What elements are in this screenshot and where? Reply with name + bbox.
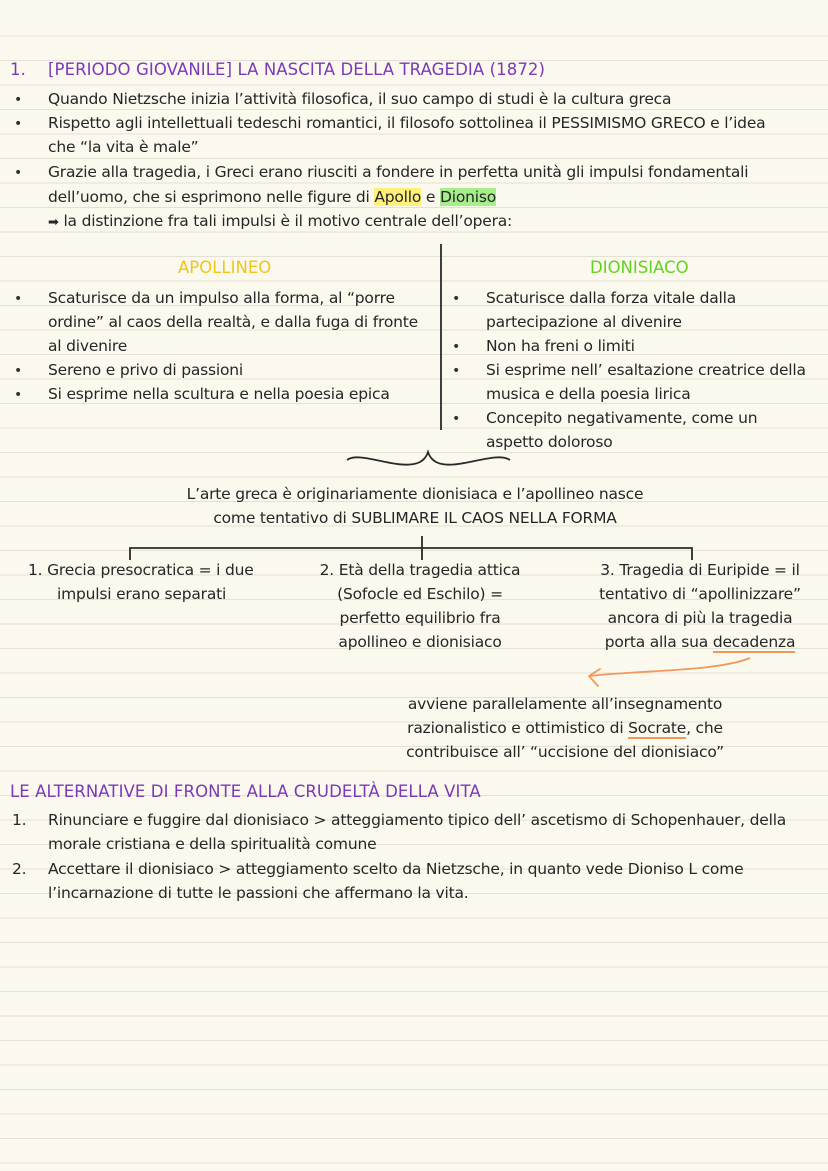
phase-2-line-2: (Sofocle ed Eschilo) = xyxy=(337,585,503,603)
phase-2-line-3: perfetto equilibrio fra xyxy=(339,609,501,627)
dionisiaco-line-4: Si esprime nell’ esaltazione creatrice della xyxy=(486,361,806,379)
arrow-text: la distinzione fra tali impulsi è il motivo centrale dell’opera: xyxy=(63,212,513,230)
curly-brace xyxy=(347,452,510,465)
phase-3-line-2: tentativo di “apollinizzare” xyxy=(599,585,801,603)
arrow-head-icon xyxy=(589,669,600,686)
section2-item-2-line-2: l’incarnazione di tutte le passioni che affermano la vita. xyxy=(48,884,469,902)
section2-item-1-line-2: morale cristiana e della spiritualità comune xyxy=(48,835,377,853)
phase-1-line-1: 1. Grecia presocratica = i due xyxy=(28,561,254,579)
socrates-text-b: , che xyxy=(686,719,723,737)
bullet-dot: • xyxy=(14,387,23,403)
apollineo-line-5: Si esprime nella scultura e nella poesia epica xyxy=(48,385,390,403)
bullet-3-text: dell’uomo, che si esprimono nelle figure di xyxy=(48,188,375,206)
dionisiaco-line-6: Concepito negativamente, come un xyxy=(486,409,758,427)
right-arrow-icon: ➡ xyxy=(48,215,59,230)
section1-bullet-1: Quando Nietzsche inizia l’attività filosofica, il suo campo di studi è la cultura greca xyxy=(48,90,672,108)
dionisiaco-heading: DIONISIACO xyxy=(590,258,689,277)
dionisiaco-line-3: Non ha freni o limiti xyxy=(486,337,635,355)
apollineo-line-3: al divenire xyxy=(48,337,128,355)
summary-line-1: L’arte greca è originariamente dionisiaca e l’apollineo nasce xyxy=(186,485,644,503)
decadenza-underlined: decadenza xyxy=(712,633,796,651)
bullet-dot: • xyxy=(452,291,461,307)
phase-3-line-3: ancora di più la tragedia xyxy=(607,609,793,627)
apollo-highlight: Apollo xyxy=(374,188,422,206)
three-way-bracket xyxy=(130,548,692,560)
bullet-dot: • xyxy=(452,363,461,379)
bullet-dot: • xyxy=(14,363,23,379)
section2-item-1-line-1: Rinunciare e fuggire dal dionisiaco > atteggiamento tipico dell’ ascetismo di Schopenhauer, della xyxy=(48,811,787,829)
apollineo-line-1: Scaturisce da un impulso alla forma, al “porre xyxy=(48,289,395,307)
bullet-dot: • xyxy=(14,165,23,181)
apollineo-line-2: ordine” al caos della realtà, e dalla fuga di fronte xyxy=(48,313,418,331)
socrates-line-3: contribuisce all’ “uccisione del dionisiaco” xyxy=(406,743,724,761)
curved-arrow xyxy=(590,658,750,676)
section2-item-2-line-1: Accettare il dionisiaco > atteggiamento scelto da Nietzsche, in quanto vede Dioniso L come xyxy=(48,860,744,878)
bullet-dot: • xyxy=(14,116,23,132)
socrates-line-1: avviene parallelamente all’insegnamento xyxy=(407,695,723,713)
bullet-dot: • xyxy=(14,92,23,108)
dioniso-highlight: Dioniso xyxy=(439,188,496,206)
summary-line-2: come tentativo di SUBLIMARE IL CAOS NELLA FORMA xyxy=(213,509,617,527)
dionisiaco-line-7: aspetto doloroso xyxy=(486,433,613,451)
phase-3-line-1: 3. Tragedia di Euripide = il xyxy=(600,561,800,579)
socrates-text-a: razionalistico e ottimistico di xyxy=(407,719,629,737)
socrate-underlined: Socrate xyxy=(628,719,687,737)
section1-bullet-2: Rispetto agli intellettuali tedeschi romantici, il filosofo sottolinea il PESSIMISMO GRECO e l’idea xyxy=(48,114,766,132)
phase-2-line-4: apollineo e dionisiaco xyxy=(338,633,502,651)
bullet-dot: • xyxy=(452,411,461,427)
bullet-dot: • xyxy=(452,339,461,355)
phase-3-text: porta alla sua xyxy=(604,633,713,651)
phase-2-line-1: 2. Età della tragedia attica xyxy=(319,561,521,579)
section1-number: 1. xyxy=(10,60,26,79)
bullet-dot: • xyxy=(14,291,23,307)
dionisiaco-line-5: musica e della poesia lirica xyxy=(486,385,691,403)
section1-bullet-2-cont: che “la vita è male” xyxy=(48,138,199,156)
dionisiaco-line-1: Scaturisce dalla forza vitale dalla xyxy=(486,289,737,307)
section1-bullet-3: Grazie alla tragedia, i Greci erano riusciti a fondere in perfetta unità gli impulsi fondamentali xyxy=(48,163,749,181)
conjunction: e xyxy=(421,188,440,206)
section2-title: LE ALTERNATIVE DI FRONTE ALLA CRUDELTÀ DELLA VITA xyxy=(10,782,481,801)
section2-item-1-number: 1. xyxy=(12,811,27,829)
dionisiaco-line-2: partecipazione al divenire xyxy=(486,313,682,331)
section1-title: [PERIODO GIOVANILE] LA NASCITA DELLA TRAGEDIA (1872) xyxy=(48,60,546,79)
phase-1-line-2: impulsi erano separati xyxy=(57,585,227,603)
apollineo-heading: APOLLINEO xyxy=(178,258,272,277)
apollineo-line-4: Sereno e privo di passioni xyxy=(48,361,244,379)
section2-item-2-number: 2. xyxy=(12,860,27,878)
